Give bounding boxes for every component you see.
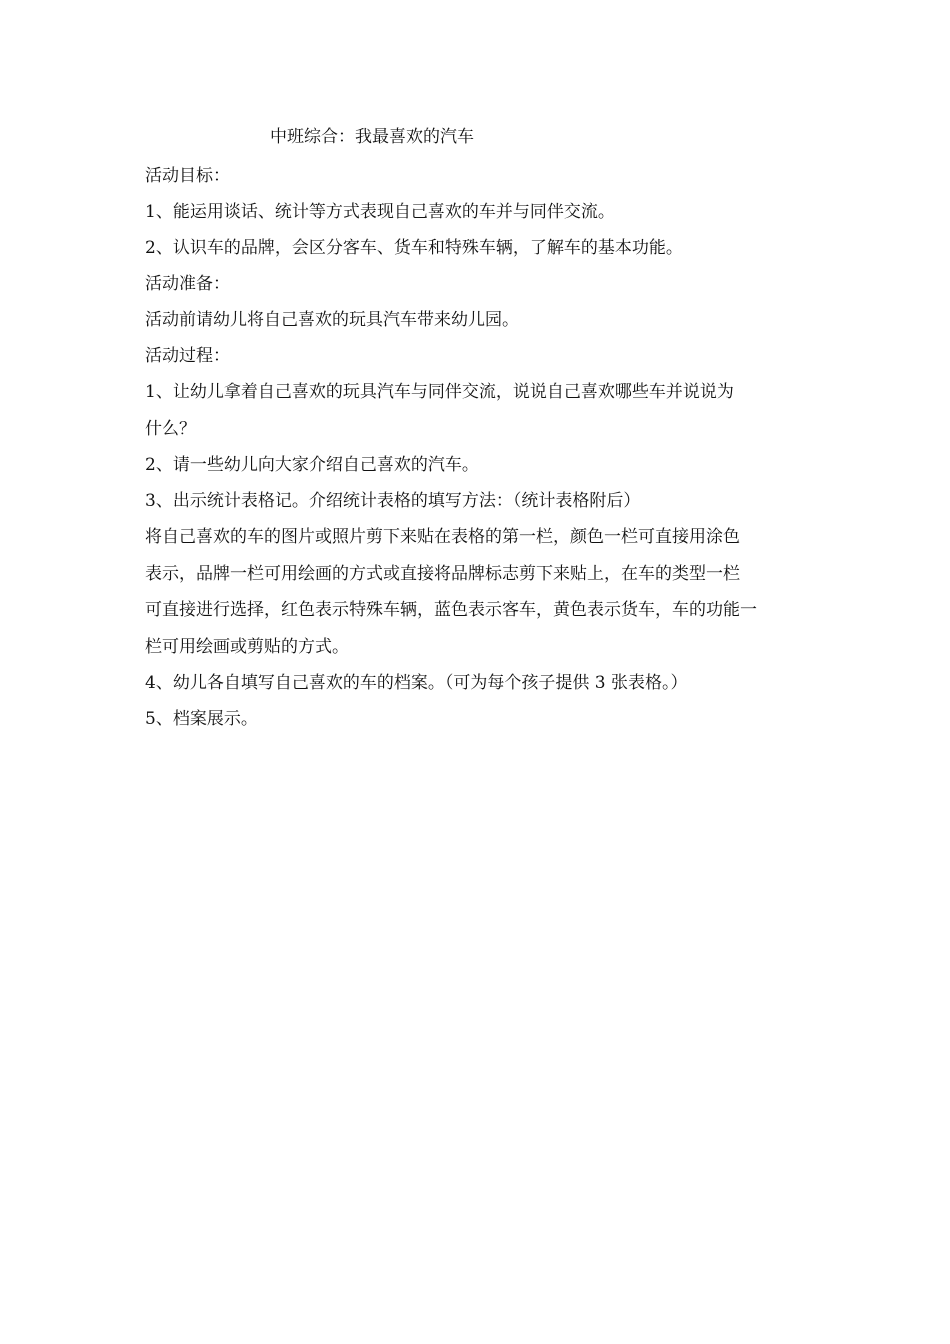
process-heading: 活动过程： — [145, 346, 230, 366]
process-step-3-detail-line-3: 可直接进行选择，红色表示特殊车辆，蓝色表示客车，黄色表示货车，车的功能一 — [145, 600, 757, 620]
goals-heading: 活动目标： — [145, 166, 230, 186]
process-step-4: 4、幼儿各自填写自己喜欢的车的档案。（可为每个孩子提供 3 张表格。） — [145, 673, 688, 693]
process-step-3-detail-line-1: 将自己喜欢的车的图片或照片剪下来贴在表格的第一栏，颜色一栏可直接用涂色 — [145, 527, 740, 547]
process-step-3-detail-line-2: 表示，品牌一栏可用绘画的方式或直接将品牌标志剪下来贴上，在车的类型一栏 — [145, 563, 740, 584]
process-step-1 — [145, 374, 810, 447]
process-step-3: 3、出示统计表格记。介绍统计表格的填写方法：（统计表格附后） — [145, 491, 641, 511]
process-step-3-detail — [145, 519, 810, 665]
process-step-3-detail-line-4: 栏可用绘画或剪贴的方式。 — [145, 636, 349, 657]
goal-item-1: 1、能运用谈话、统计等方式表现自己喜欢的车并与同伴交流。 — [145, 202, 615, 222]
goal-item-2: 2、认识车的品牌，会区分客车、货车和特殊车辆，了解车的基本功能。 — [145, 238, 683, 258]
document-title: 中班综合：我最喜欢的汽车 — [270, 127, 474, 147]
prep-text: 活动前请幼儿将自己喜欢的玩具汽车带来幼儿园。 — [145, 310, 519, 330]
process-step-1-line-2: 什么？ — [145, 418, 196, 439]
prep-heading: 活动准备： — [145, 274, 230, 294]
process-step-5: 5、档案展示。 — [145, 709, 258, 729]
process-step-1-line-1: 1、让幼儿拿着自己喜欢的玩具汽车与同伴交流，说说自己喜欢哪些车并说说为 — [145, 382, 734, 402]
document-body — [145, 158, 810, 737]
process-step-2: 2、请一些幼儿向大家介绍自己喜欢的汽车。 — [145, 455, 479, 475]
